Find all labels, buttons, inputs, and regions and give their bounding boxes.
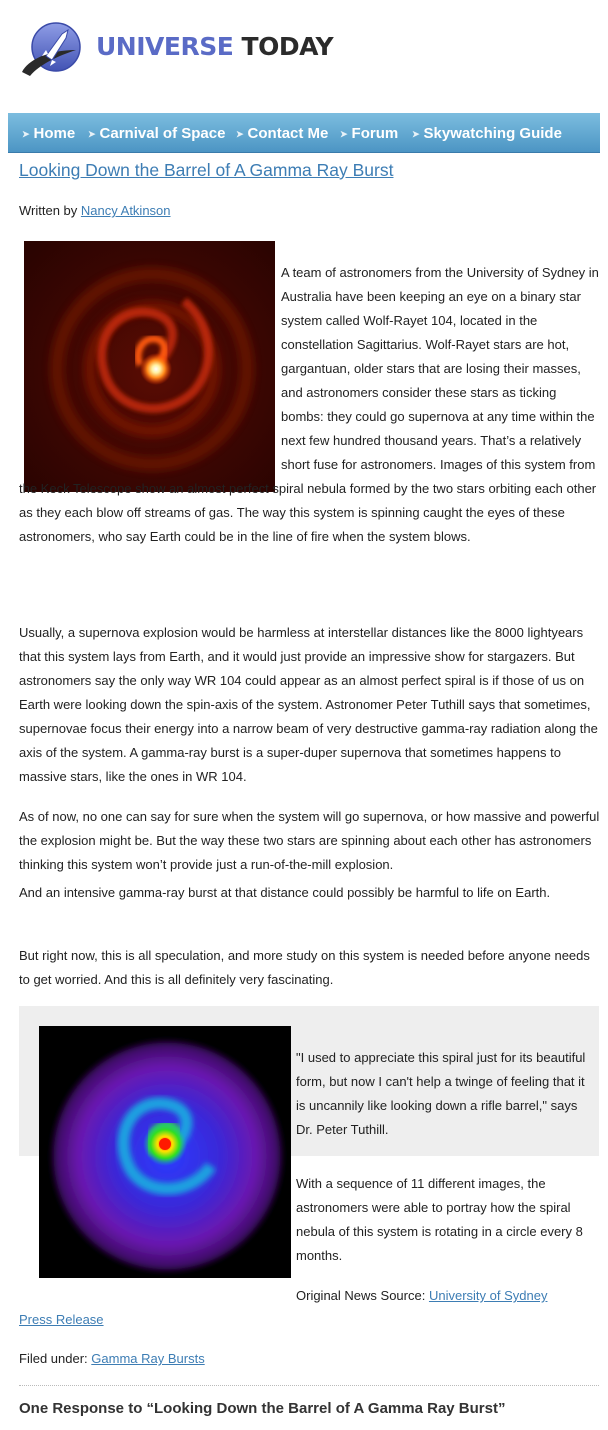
nav-arrow-icon: ➤ (236, 129, 244, 139)
news-source (296, 1284, 547, 1308)
article-paragraph-5: But right now, this is all speculation, and more study on this system is needed before anyone needs to get worried. And this is all definitely very fascinating. (19, 948, 590, 987)
section-divider (19, 1385, 599, 1386)
nav-item-home[interactable] (22, 113, 75, 152)
nav-arrow-icon: ➤ (22, 129, 30, 139)
source-link-university[interactable]: University of Sydney (428, 1288, 548, 1303)
source-link-press-release[interactable]: Press Release (19, 1312, 104, 1327)
article-paragraph-1-wrapped: A team of astronomers from the University of Sydney in Australia have been keeping an eye on a binary star system called Wolf-Rayet 104, located in the constellation Sagittarius. Wolf-Rayet stars are hot, gargantuan, older stars that are losing their masses, and astronomers consider these stars as ticking bombs: they could go supernova at any time within the next few hundred thousand years. That’s a relatively short fuse for astronomers. Images of this system from (281, 265, 599, 472)
article-paragraph-3: As of now, no one can say for sure when the system will go supernova, or how massive and powerful the explosion might be. But the way these two stars are spinning about each other has astronomers thinking this system won’t provide just a run-of-the-mill explosion. (19, 809, 600, 872)
source-prefix: Original News Source: (296, 1288, 426, 1303)
article-paragraph-6: With a sequence of 11 different images, the astronomers were able to portray how the spiral nebula of this system is rotating in a circle every 8 months. (296, 1176, 583, 1263)
responses-heading: One Response to “Looking Down the Barrel of A Gamma Ray Burst” (19, 1400, 506, 1417)
site-header (0, 0, 608, 110)
nav-arrow-icon: ➤ (88, 129, 96, 139)
main-nav (8, 113, 600, 153)
logo-word-universe: UNIVERSE (96, 32, 234, 61)
filed-prefix: Filed under: (19, 1351, 88, 1366)
nav-label: Home (33, 125, 76, 142)
article-byline (19, 203, 171, 218)
nav-item-contact-me[interactable] (236, 113, 328, 152)
article-paragraph-4: And an intensive gamma-ray burst at that distance could possibly be harmful to life on Earth. (19, 885, 551, 900)
nav-label: Carnival of Space (99, 125, 226, 142)
nav-arrow-icon: ➤ (412, 129, 420, 139)
filed-under (19, 1347, 205, 1371)
nav-label: Contact Me (247, 125, 329, 142)
article-paragraph-2: Usually, a supernova explosion would be harmless at interstellar distances like the 8000 lightyears that this system lays from Earth, and it would just provide an impressive show for stargazers. But astronomers say the only way WR 104 could appear as an almost perfect spiral is if those of us on Earth were looking down the spin-axis of the system. Astronomer Peter Tuthill says that sometimes, supernovae focus their energy into a narrow beam of very destructive gamma-ray radiation along the axis of the system. A gamma-ray burst is a super-duper supernova that sometimes happens to massive stars, like the ones in WR 104. (19, 625, 598, 784)
nav-item-carnival-of-space[interactable] (88, 113, 225, 152)
nav-label: Forum (351, 125, 399, 142)
logo-word-today: TODAY (241, 32, 334, 61)
news-source-continued (19, 1308, 104, 1332)
site-logo[interactable] (18, 20, 334, 80)
article-title-link[interactable]: Looking Down the Barrel of A Gamma Ray Burst (19, 160, 394, 180)
tuthill-quote: "I used to appreciate this spiral just for its beautiful form, but now I can't help a twinge of feeling that it is uncannily like looking down a rifle barrel," says Dr. Peter Tuthill. (296, 1050, 586, 1137)
nav-item-forum[interactable] (340, 113, 398, 152)
rocket-logo-icon (18, 20, 88, 80)
nav-item-skywatching-guide[interactable] (412, 113, 562, 152)
wr104-false-color-spiral-image (39, 1026, 291, 1278)
nav-label: Skywatching Guide (423, 125, 562, 142)
wr104-keck-spiral-image (24, 241, 275, 492)
author-link[interactable]: Nancy Atkinson (80, 203, 171, 218)
article-paragraph-1-continued: the Keck Telescope show an almost perfect spiral nebula formed by the two stars orbiting each other as they each blow off streams of gas. The way this system is spinning caught the eyes of these astronomers, who say Earth could be in the line of fire when the system blows. (19, 481, 597, 544)
site-logo-text (96, 32, 333, 61)
nav-arrow-icon: ➤ (340, 129, 348, 139)
category-link-gamma-ray-bursts[interactable]: Gamma Ray Bursts (91, 1351, 205, 1366)
byline-prefix: Written by (19, 203, 78, 218)
